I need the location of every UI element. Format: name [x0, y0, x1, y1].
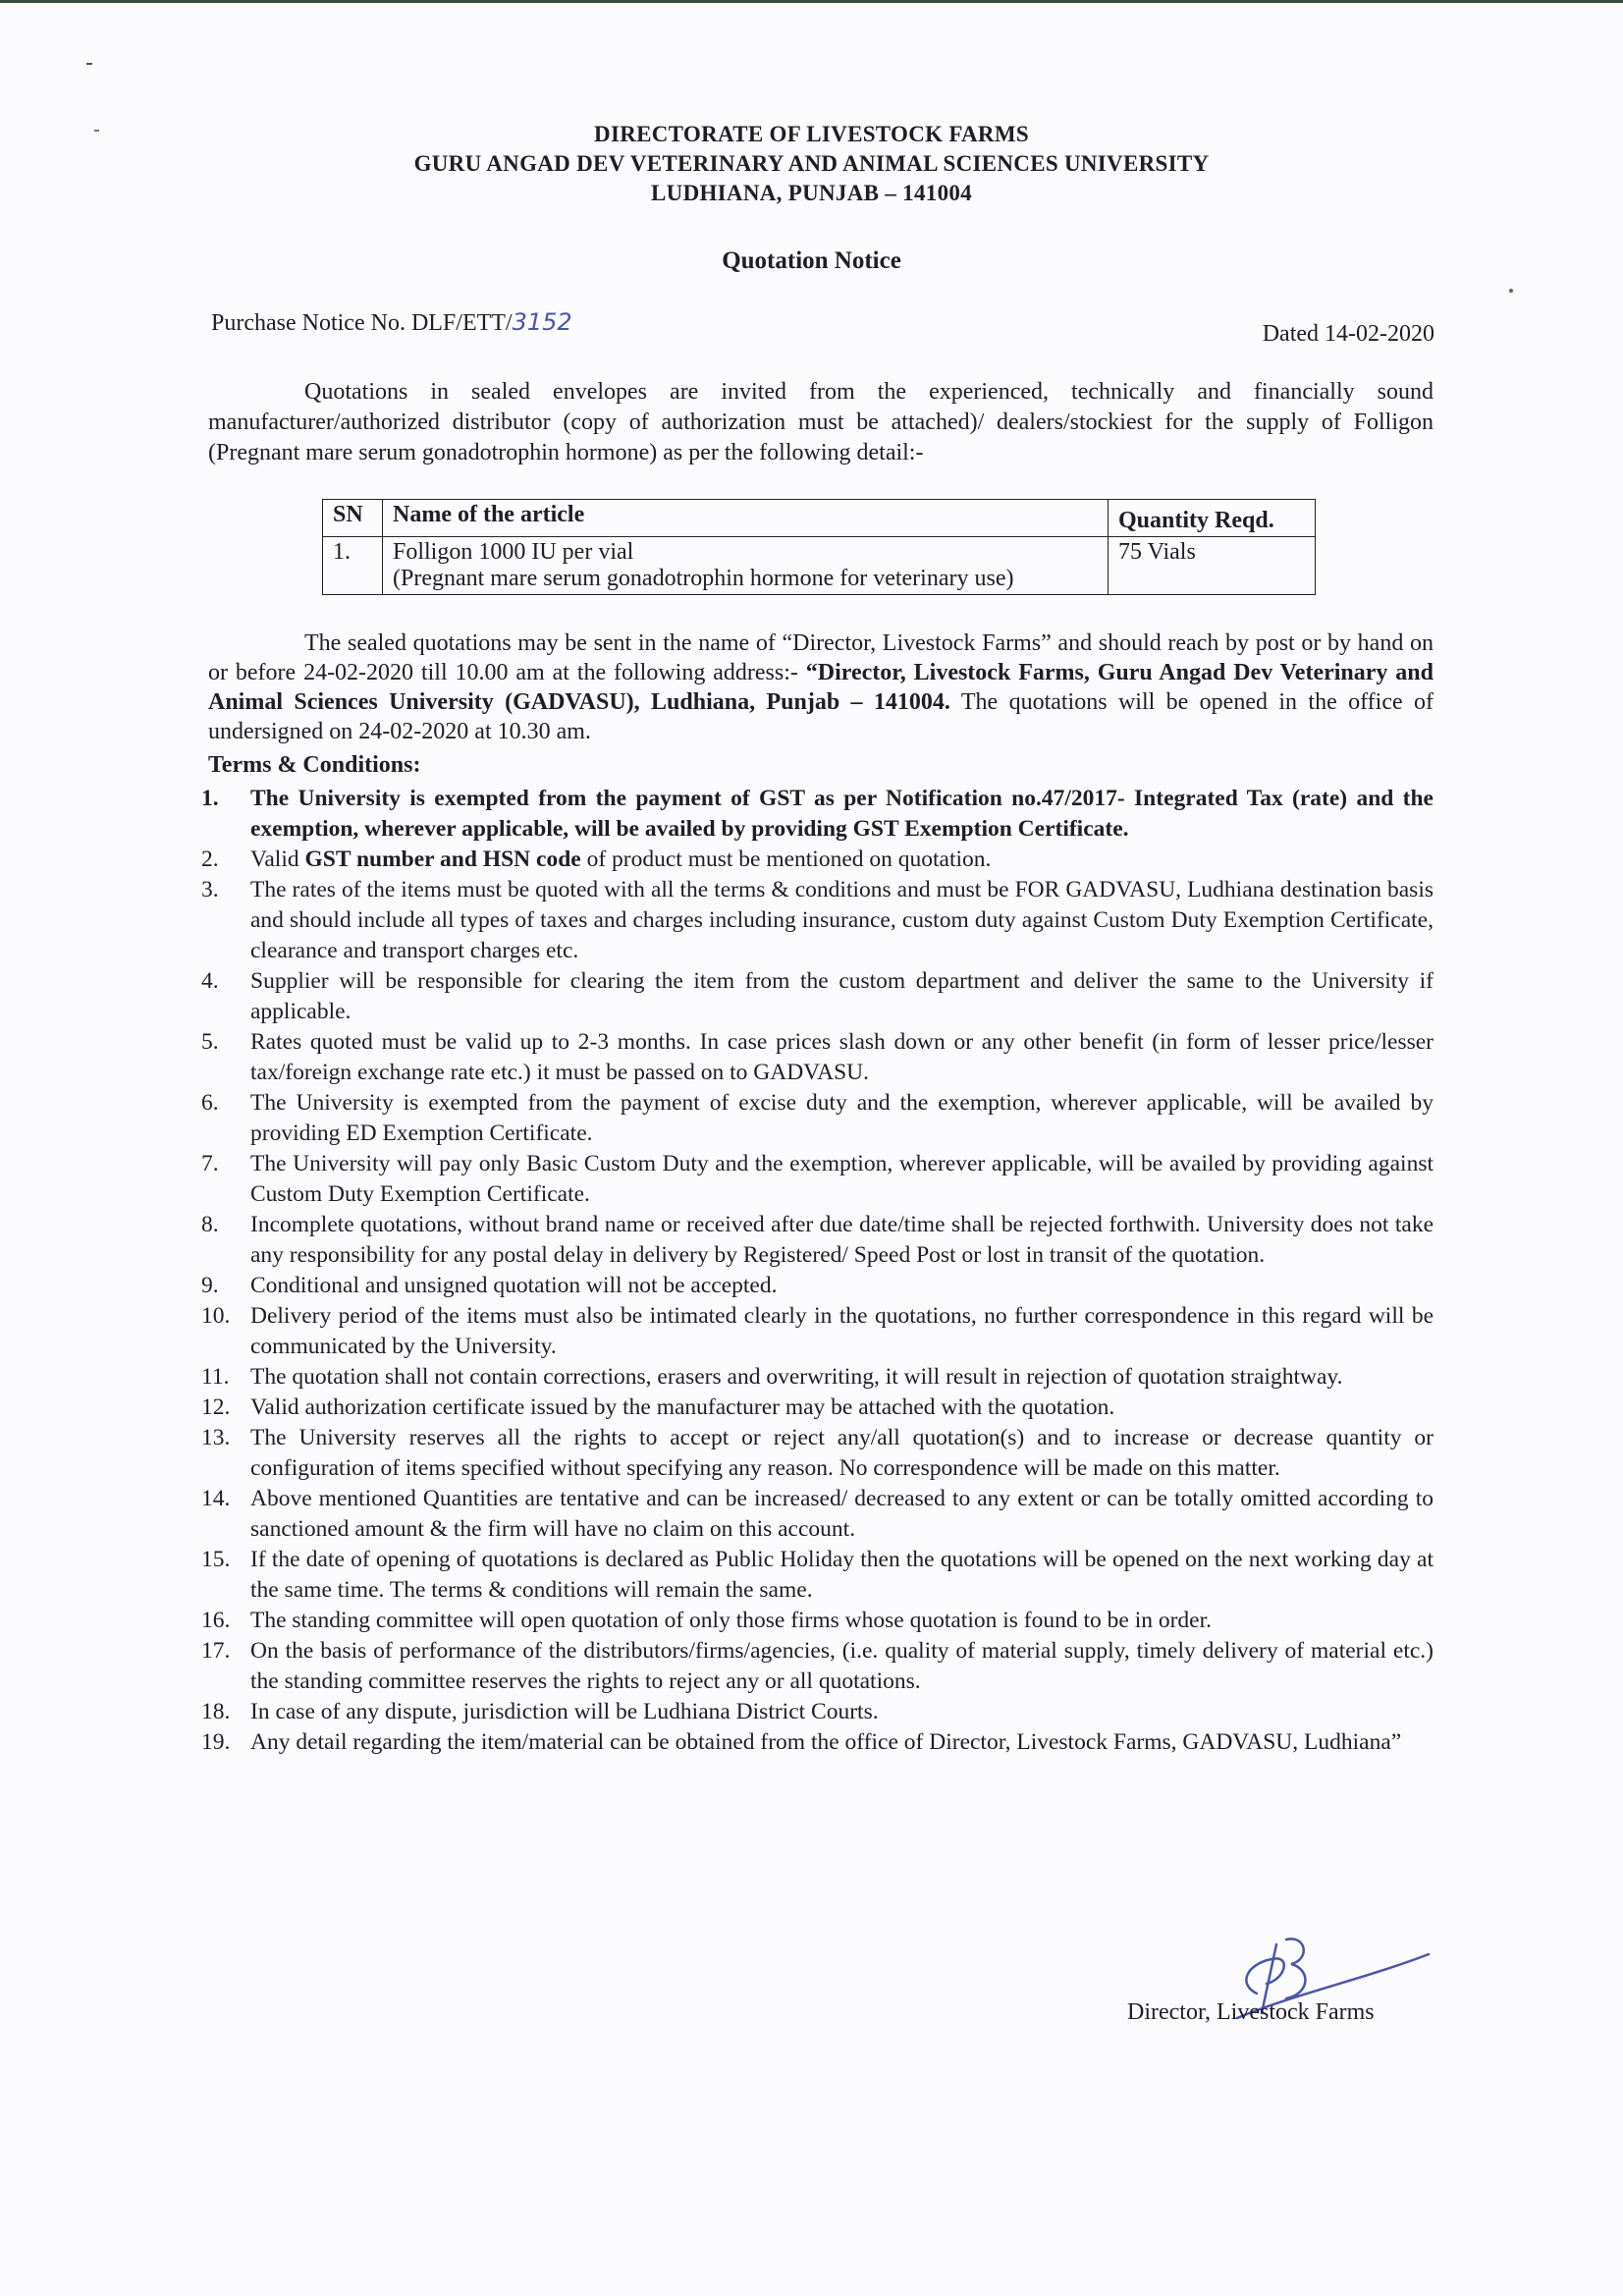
list-item: [201, 1301, 1434, 1362]
term-text-bold: GST number and HSN code: [304, 847, 581, 872]
term-text: The standing committee will open quotation of only those firms whose quotation is found to be in order.: [250, 1608, 1213, 1633]
list-item: [201, 1606, 1434, 1636]
term-number: 4.: [201, 968, 219, 994]
term-number: 14.: [201, 1486, 231, 1511]
term-number: 16.: [201, 1608, 231, 1633]
table-row: [323, 537, 1316, 595]
term-text: The University is exempted from the payment of GST as per Notification no.47/2017- Integrated Tax (rate) and the exemption, wherever applicable, will be availed by providing GST Exemption Certificate.: [250, 786, 1434, 842]
term-text: Above mentioned Quantities are tentative and can be increased/ decreased to any extent or can be totally omitted according to sanctioned amount & the firm will have no claim on this account.: [250, 1486, 1434, 1542]
term-text: The quotation shall not contain corrections, erasers and overwriting, it will result in rejection of quotation straightway.: [250, 1364, 1343, 1390]
term-text-post: of product must be mentioned on quotation.: [580, 847, 992, 872]
article-table: [322, 499, 1316, 595]
term-number: 8.: [201, 1212, 219, 1237]
row-article: [383, 537, 1109, 595]
term-text: The University is exempted from the payment of excise duty and the exemption, wherever applicable, will be availed by providing ED Exemption Certificate.: [250, 1090, 1434, 1146]
list-item: [201, 1636, 1434, 1697]
list-item: [201, 1545, 1434, 1606]
list-item: [201, 1210, 1434, 1271]
list-item: [201, 1484, 1434, 1545]
purchase-notice-prefix: Purchase Notice No. DLF/ETT/: [211, 310, 513, 336]
term-text: Incomplete quotations, without brand name or received after due date/time shall be rejected forthwith. University does not take any responsibility for any postal delay in delivery by Registered/ Speed Post or lost in transit of the quotation.: [250, 1212, 1434, 1268]
term-number: 2.: [201, 847, 219, 872]
term-number: 19.: [201, 1729, 231, 1755]
column-header-sn: SN: [323, 500, 383, 537]
terms-heading: Terms & Conditions:: [208, 752, 421, 778]
terms-list: [201, 784, 1434, 1758]
term-text: The University reserves all the rights to accept or reject any/all quotation(s) and to increase or decrease quantity or configuration of items specified without specifying any reason. No correspondence will be made on this matter.: [250, 1425, 1434, 1481]
term-text: Any detail regarding the item/material can be obtained from the office of Director, Livestock Farms, GADVASU, Ludhiana”: [250, 1729, 1402, 1755]
term-number: 12.: [201, 1394, 231, 1420]
term-number: 5.: [201, 1029, 219, 1055]
notice-date: Dated 14-02-2020: [1262, 321, 1434, 347]
intro-paragraph: Quotations in sealed envelopes are invited from the experienced, technically and financially sound manufacturer/authorized distributor (copy of authorization must be attached)/ dealers/stockiest for the supply of Folligon (Pregnant mare serum gonadotrophin hormone) as per the following detail:-: [208, 379, 1434, 465]
list-item: [201, 1423, 1434, 1484]
list-item: [201, 966, 1434, 1027]
term-number: 11.: [201, 1364, 230, 1390]
submission-address: “Director, Livestock Farms, Guru Angad Dev Veterinary and Animal Sciences University (GADVASU), Ludhiana, Punjab – 141004.: [208, 660, 1434, 715]
term-text: Valid authorization certificate issued by the manufacturer may be attached with the quotation.: [250, 1394, 1115, 1420]
list-item: [201, 1362, 1434, 1393]
list-item: [201, 875, 1434, 966]
list-item: [201, 1088, 1434, 1149]
term-number: 18.: [201, 1699, 231, 1724]
term-number: 17.: [201, 1638, 231, 1664]
purchase-notice-handwritten: 3152: [512, 308, 572, 336]
list-item: [201, 784, 1434, 845]
list-item: [201, 1393, 1434, 1423]
signatory: Director, Livestock Farms: [1127, 1999, 1375, 2025]
term-text: [250, 845, 1434, 875]
scan-edge: [0, 0, 1623, 3]
letterhead-line-3: LUDHIANA, PUNJAB – 141004: [651, 181, 972, 205]
list-item: [201, 1271, 1434, 1301]
term-text-pre: Valid: [250, 847, 305, 872]
scan-mark: [86, 63, 92, 65]
table-header-row: [323, 500, 1316, 537]
opening-text: The quotations will be opened in the office of undersigned on 24-02-2020 at 10.30 am.: [208, 689, 1434, 744]
term-number: 7.: [201, 1151, 219, 1176]
term-text: Rates quoted must be valid up to 2-3 months. In case prices slash down or any other benefit (in form of lesser price/lesser tax/foreign exchange rate etc.) it must be passed on to GADVASU.: [250, 1029, 1434, 1085]
term-text: The rates of the items must be quoted with all the terms & conditions and must be FOR GADVASU, Ludhiana destination basis and should include all types of taxes and charges including insurance, custom duty against Custom Duty Exemption Certificate, clearance and transport charges etc.: [250, 877, 1434, 963]
column-header-name: Name of the article: [383, 500, 1109, 537]
term-text: The University will pay only Basic Custom Duty and the exemption, wherever applicable, will be availed by providing against Custom Duty Exemption Certificate.: [250, 1151, 1434, 1207]
article-name: Folligon 1000 IU per vial: [393, 539, 634, 565]
scan-mark: [1509, 289, 1513, 293]
list-item: [201, 1727, 1434, 1758]
letterhead-line-2: GURU ANGAD DEV VETERINARY AND ANIMAL SCIENCES UNIVERSITY: [413, 151, 1210, 176]
list-item: [201, 1027, 1434, 1088]
term-number: 13.: [201, 1425, 231, 1450]
term-number: 3.: [201, 877, 219, 902]
term-number: 1.: [201, 786, 219, 811]
term-number: 15.: [201, 1547, 231, 1572]
term-number: 6.: [201, 1090, 219, 1116]
list-item: [201, 845, 1434, 875]
term-number: 10.: [201, 1303, 231, 1329]
article-description: (Pregnant mare serum gonadotrophin hormone for veterinary use): [393, 566, 1014, 591]
list-item: [201, 1697, 1434, 1727]
submission-text: The sealed quotations may be sent in the name of “Director, Livestock Farms” and should reach by post or by hand on or before 24-02-2020 till 10.00 am at the following address:-: [208, 630, 1434, 685]
document-title: Quotation Notice: [722, 247, 901, 274]
row-quantity: 75 Vials: [1109, 537, 1316, 595]
term-text: If the date of opening of quotations is declared as Public Holiday then the quotations will be opened on the next working day at the same time. The terms & conditions will remain the same.: [250, 1547, 1434, 1603]
list-item: [201, 1149, 1434, 1210]
letterhead-line-1: DIRECTORATE OF LIVESTOCK FARMS: [594, 122, 1029, 146]
term-text: In case of any dispute, jurisdiction will be Ludhiana District Courts.: [250, 1699, 879, 1724]
submission-paragraph: [208, 629, 1434, 746]
row-sn: 1.: [323, 537, 383, 595]
term-text: Supplier will be responsible for clearing the item from the custom department and deliver the same to the University if applicable.: [250, 968, 1434, 1024]
term-text: Delivery period of the items must also be intimated clearly in the quotations, no further correspondence in this regard will be communicated by the University.: [250, 1303, 1434, 1359]
term-text: Conditional and unsigned quotation will not be accepted.: [250, 1273, 778, 1298]
term-number: 9.: [201, 1273, 219, 1298]
column-header-quantity: Quantity Reqd.: [1109, 500, 1316, 537]
purchase-notice-number: [211, 308, 572, 337]
term-text: On the basis of performance of the distributors/firms/agencies, (i.e. quality of material supply, timely delivery of material etc.) the standing committee reserves the rights to reject any or all quotations.: [250, 1638, 1434, 1694]
letterhead: [0, 120, 1623, 208]
